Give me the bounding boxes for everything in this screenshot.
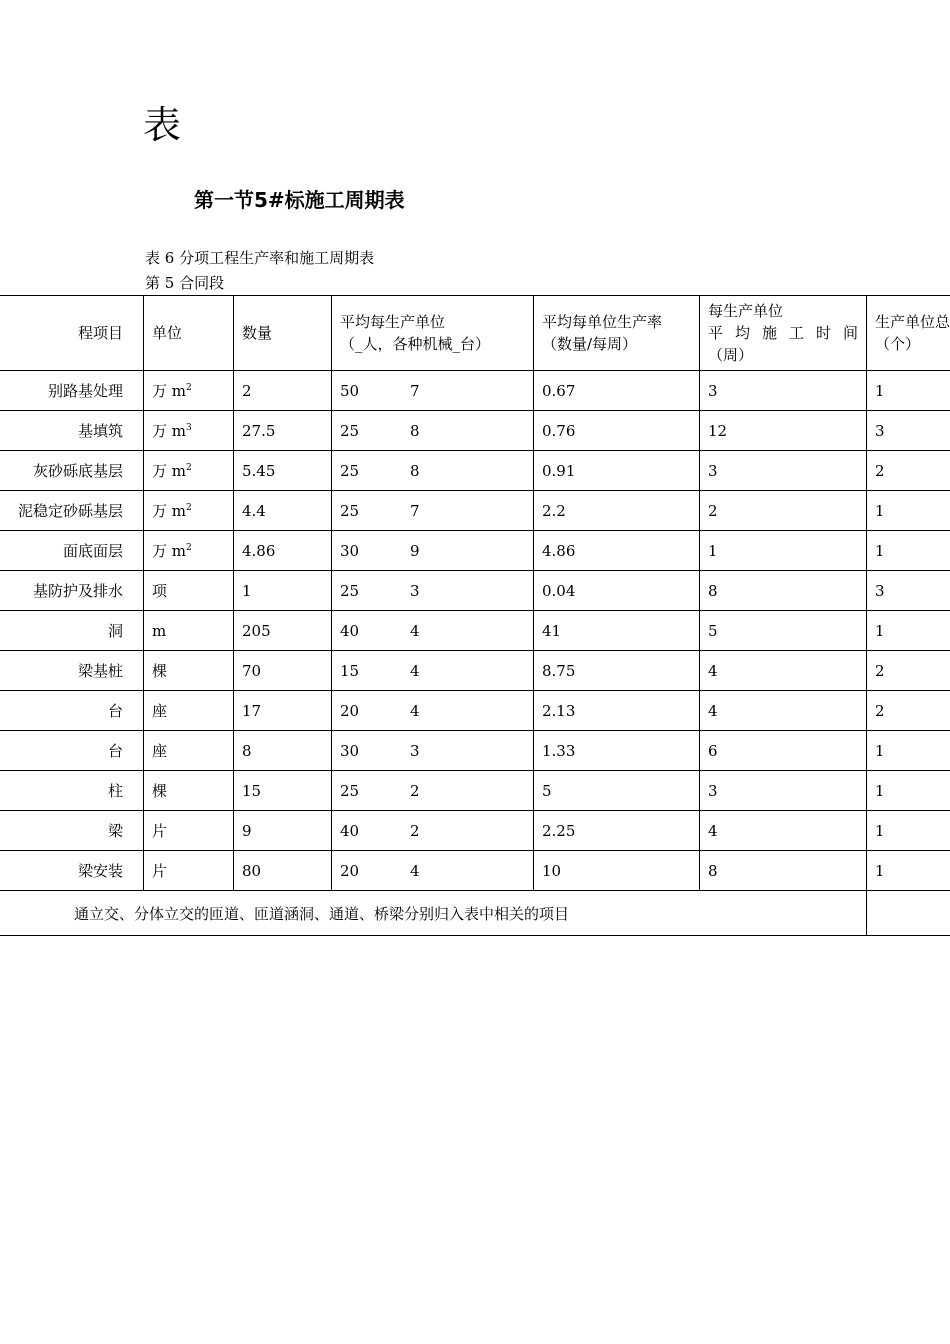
- cell-people: 25: [340, 461, 360, 480]
- cell-time: 4: [700, 691, 867, 731]
- cell-avg-units: [332, 451, 534, 491]
- cell-avg-units: [332, 411, 534, 451]
- cell-quantity: 4.4: [234, 491, 332, 531]
- section-title: 第一节5#标施工周期表: [194, 188, 405, 212]
- cell-avg-units: [332, 651, 534, 691]
- cell-rate: 2.13: [534, 691, 700, 731]
- cell-count: 1: [867, 771, 950, 811]
- cell-rate: 0.76: [534, 411, 700, 451]
- header-rate-line1: 平均每单位生产率: [542, 313, 663, 331]
- cell-machines: 4: [410, 661, 420, 680]
- cell-unit: 项: [144, 571, 234, 611]
- cell-unit: m: [144, 611, 234, 651]
- cell-time: 2: [700, 491, 867, 531]
- cell-quantity: 9: [234, 811, 332, 851]
- cell-count: 1: [867, 731, 950, 771]
- cell-people: 20: [340, 701, 360, 720]
- cell-item: 灰砂砾底基层: [0, 451, 144, 491]
- table-note-row: [0, 891, 950, 936]
- table-row: [0, 451, 950, 491]
- cell-quantity: 8: [234, 731, 332, 771]
- header-time-line2: 平 均 施 工 时 间: [708, 324, 858, 342]
- cell-quantity: 4.86: [234, 531, 332, 571]
- header-time: [700, 296, 867, 371]
- table-row: [0, 651, 950, 691]
- table-row: [0, 811, 950, 851]
- cell-rate: 0.91: [534, 451, 700, 491]
- header-avg-units: [332, 296, 534, 371]
- cell-item: 台: [0, 731, 144, 771]
- cell-quantity: 5.45: [234, 451, 332, 491]
- cell-machines: 4: [410, 701, 420, 720]
- cell-rate: 41: [534, 611, 700, 651]
- cell-rate: 1.33: [534, 731, 700, 771]
- cell-item: 柱: [0, 771, 144, 811]
- cell-count: 1: [867, 811, 950, 851]
- cell-time: 8: [700, 571, 867, 611]
- cell-time: 5: [700, 611, 867, 651]
- cell-count: 2: [867, 691, 950, 731]
- contract-section-label: 第 5 合同段: [145, 274, 225, 292]
- cell-people: 50: [340, 381, 360, 400]
- cell-avg-units: [332, 691, 534, 731]
- cell-avg-units: [332, 851, 534, 891]
- table-row: [0, 531, 950, 571]
- cell-count: 1: [867, 611, 950, 651]
- page-heading: 表: [143, 103, 182, 147]
- cell-unit: 座: [144, 691, 234, 731]
- table-row: [0, 851, 950, 891]
- cell-item: 梁: [0, 811, 144, 851]
- table-row: [0, 371, 950, 411]
- cell-machines: 8: [410, 461, 420, 480]
- cell-item: 基填筑: [0, 411, 144, 451]
- cell-count: 1: [867, 851, 950, 891]
- cell-unit-superscript: 3: [186, 423, 192, 433]
- cell-time: 6: [700, 731, 867, 771]
- cell-avg-units: [332, 611, 534, 651]
- cell-people: 25: [340, 501, 360, 520]
- cell-count: 1: [867, 371, 950, 411]
- header-avg-units-line1: 平均每生产单位: [340, 313, 446, 331]
- table-caption: 表 6 分项工程生产率和施工周期表: [145, 249, 375, 267]
- cell-machines: 9: [410, 541, 420, 560]
- cell-avg-units: [332, 531, 534, 571]
- header-count: [867, 296, 950, 371]
- header-quantity: 数量: [234, 296, 332, 371]
- header-unit: 单位: [144, 296, 234, 371]
- cell-quantity: 2: [234, 371, 332, 411]
- cell-count: 2: [867, 651, 950, 691]
- table-row: [0, 571, 950, 611]
- cell-unit: 万 $m^2$: [144, 531, 234, 571]
- table-row: [0, 411, 950, 451]
- cell-machines: 3: [410, 581, 420, 600]
- table-header-row: [0, 296, 950, 371]
- cell-avg-units: [332, 771, 534, 811]
- cell-unit: 万 $m^2$: [144, 451, 234, 491]
- cell-rate: 5: [534, 771, 700, 811]
- cell-time: 8: [700, 851, 867, 891]
- cell-avg-units: [332, 731, 534, 771]
- cell-quantity: 80: [234, 851, 332, 891]
- cell-count: 2: [867, 451, 950, 491]
- header-rate-line2: （数量/每周）: [542, 335, 638, 353]
- cell-rate: 4.86: [534, 531, 700, 571]
- cell-people: 30: [340, 741, 360, 760]
- cell-unit: 万 $m^2$: [144, 491, 234, 531]
- cell-machines: 2: [410, 781, 420, 800]
- cell-count: 1: [867, 531, 950, 571]
- cell-unit: 棵: [144, 651, 234, 691]
- cell-unit: 万 $m^3$: [144, 411, 234, 451]
- cell-quantity: 205: [234, 611, 332, 651]
- table-row: [0, 691, 950, 731]
- cell-item: 泥稳定砂砾基层: [0, 491, 144, 531]
- cell-rate: 10: [534, 851, 700, 891]
- header-time-line3: （周）: [708, 346, 754, 364]
- table-note-empty-cell: [867, 891, 950, 936]
- cell-rate: 0.67: [534, 371, 700, 411]
- cell-rate: 2.2: [534, 491, 700, 531]
- cell-people: 40: [340, 621, 360, 640]
- cell-item: 基防护及排水: [0, 571, 144, 611]
- cell-machines: 3: [410, 741, 420, 760]
- cell-time: 12: [700, 411, 867, 451]
- cell-machines: 4: [410, 861, 420, 880]
- production-rate-table: [0, 295, 950, 936]
- cell-avg-units: [332, 571, 534, 611]
- header-count-line2: （个）: [875, 335, 921, 353]
- cell-machines: 7: [410, 501, 420, 520]
- cell-unit: 万 $m^2$: [144, 371, 234, 411]
- cell-rate: 8.75: [534, 651, 700, 691]
- table-row: [0, 771, 950, 811]
- header-avg-units-line2: （_人，各种机械_台）: [340, 335, 491, 353]
- cell-machines: 4: [410, 621, 420, 640]
- cell-people: 25: [340, 581, 360, 600]
- cell-people: 15: [340, 661, 360, 680]
- cell-time: 4: [700, 811, 867, 851]
- cell-item: 洞: [0, 611, 144, 651]
- table-row: [0, 611, 950, 651]
- cell-rate: 2.25: [534, 811, 700, 851]
- cell-unit: 座: [144, 731, 234, 771]
- cell-time: 3: [700, 451, 867, 491]
- table-row: [0, 731, 950, 771]
- cell-machines: 7: [410, 381, 420, 400]
- table-row: [0, 491, 950, 531]
- cell-item: 面底面层: [0, 531, 144, 571]
- cell-people: 25: [340, 781, 360, 800]
- cell-avg-units: [332, 491, 534, 531]
- cell-people: 30: [340, 541, 360, 560]
- cell-quantity: 1: [234, 571, 332, 611]
- cell-unit: 片: [144, 851, 234, 891]
- cell-people: 25: [340, 421, 360, 440]
- header-rate: [534, 296, 700, 371]
- cell-time: 4: [700, 651, 867, 691]
- cell-unit: 片: [144, 811, 234, 851]
- cell-machines: 2: [410, 821, 420, 840]
- table-viewport: [0, 295, 950, 945]
- cell-time: 3: [700, 371, 867, 411]
- cell-unit-superscript: 2: [186, 503, 192, 513]
- table-note: 通立交、分体立交的匝道、匝道涵洞、通道、桥梁分别归入表中相关的项目: [0, 891, 867, 936]
- cell-unit-superscript: 2: [186, 543, 192, 553]
- cell-item: 台: [0, 691, 144, 731]
- cell-machines: 8: [410, 421, 420, 440]
- cell-count: 3: [867, 571, 950, 611]
- cell-rate: 0.04: [534, 571, 700, 611]
- cell-people: 20: [340, 861, 360, 880]
- cell-quantity: 27.5: [234, 411, 332, 451]
- cell-count: 1: [867, 491, 950, 531]
- cell-item: 梁安装: [0, 851, 144, 891]
- cell-time: 3: [700, 771, 867, 811]
- cell-quantity: 15: [234, 771, 332, 811]
- cell-count: 3: [867, 411, 950, 451]
- cell-quantity: 17: [234, 691, 332, 731]
- cell-unit-superscript: 2: [186, 383, 192, 393]
- cell-people: 40: [340, 821, 360, 840]
- cell-unit: 棵: [144, 771, 234, 811]
- header-count-line1: 生产单位总: [875, 313, 950, 331]
- cell-time: 1: [700, 531, 867, 571]
- cell-unit-superscript: 2: [186, 463, 192, 473]
- cell-avg-units: [332, 811, 534, 851]
- cell-item: 梁基桩: [0, 651, 144, 691]
- header-time-line1: 每生产单位: [708, 302, 784, 320]
- cell-quantity: 70: [234, 651, 332, 691]
- header-item: 程项目: [0, 296, 144, 371]
- cell-item: 别路基处理: [0, 371, 144, 411]
- cell-avg-units: [332, 371, 534, 411]
